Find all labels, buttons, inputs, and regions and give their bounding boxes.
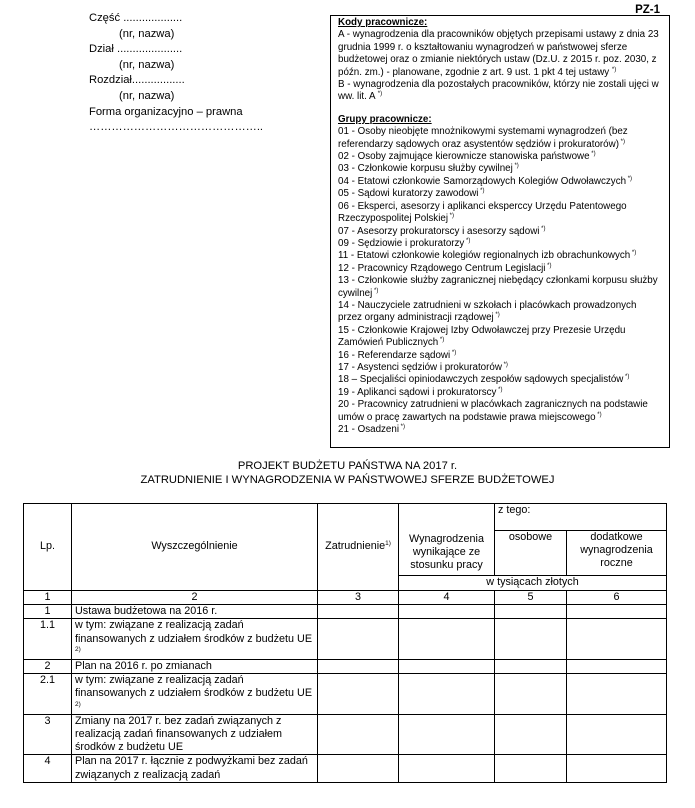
title-line-1: PROJEKT BUDŻETU PAŃSTWA NA 2017 r. bbox=[237, 460, 458, 472]
value-cell[interactable] bbox=[318, 674, 399, 715]
column-numbers-row bbox=[24, 591, 667, 605]
org-form-label: Forma organizacyjno – prawna bbox=[89, 105, 243, 118]
table-row bbox=[24, 755, 667, 782]
section-hint: (nr, nazwa) bbox=[119, 58, 175, 71]
group-item: 12 - Pracownicy Rządowego Centrum Legislacji *) bbox=[338, 262, 552, 274]
table-row bbox=[24, 674, 667, 715]
group-item: 13 - Członkowie służby zagranicznej niebędący członkami korpusu służby cywilnej *) bbox=[338, 275, 658, 299]
groups-list bbox=[338, 126, 662, 436]
group-item: 14 - Nauczyciele zatrudnieni w szkołach i placówkach prowadzonych przez organy administracji rządowej *) bbox=[338, 299, 637, 324]
row-lp: 1.1 bbox=[24, 619, 72, 660]
budget-table bbox=[23, 503, 667, 783]
value-cell[interactable] bbox=[495, 660, 567, 674]
row-description: w tym: związane z realizacją zadań finansowanych z udziałem środków z budżetu UE $^{2)}$ bbox=[72, 619, 318, 660]
value-cell[interactable] bbox=[399, 605, 495, 619]
group-item: 05 - Sądowi kuratorzy zawodowi *) bbox=[338, 188, 485, 200]
table-row bbox=[24, 605, 667, 619]
value-cell[interactable] bbox=[495, 714, 567, 755]
form-identification bbox=[89, 11, 263, 136]
header-unit: w tysiącach złotych bbox=[399, 576, 667, 591]
row-description: Ustawa budżetowa na 2016 r. bbox=[72, 605, 318, 619]
column-number: 2 bbox=[72, 591, 318, 605]
row-lp: 2 bbox=[24, 660, 72, 674]
group-item: 09 - Sędziowie i prokuratorzy *) bbox=[338, 237, 471, 249]
group-item: 17 - Asystenci sędziów i prokuratorów *) bbox=[338, 361, 508, 373]
form-code: PZ-1 bbox=[635, 4, 660, 16]
row-description: Plan na 2016 r. po zmianach bbox=[72, 660, 318, 674]
value-cell[interactable] bbox=[318, 619, 399, 660]
header-employment: Zatrudnienie$^{1)}$ bbox=[318, 504, 399, 591]
chapter-field: Rozdział................. bbox=[89, 74, 185, 87]
column-number: 3 bbox=[318, 591, 399, 605]
value-cell[interactable] bbox=[567, 714, 667, 755]
value-cell[interactable] bbox=[567, 605, 667, 619]
value-cell[interactable] bbox=[567, 755, 667, 782]
value-cell[interactable] bbox=[495, 674, 567, 715]
group-item: 04 - Etatowi członkowie Samorządowych Kolegiów Odwoławczych *) bbox=[338, 175, 633, 187]
group-item: 03 - Członkowie korpusu służby cywilnej *) bbox=[338, 163, 519, 175]
row-lp: 3 bbox=[24, 714, 72, 755]
header-personal: osobowe bbox=[495, 531, 567, 576]
group-item: 20 - Pracownicy zatrudnieni w placówkach zagranicznych na podstawie umów o pracę zawartych na podstawie prawa miejscowego *) bbox=[338, 399, 648, 423]
column-number: 4 bbox=[399, 591, 495, 605]
group-item: 01 - Osoby nieobjęte mnożnikowymi systemami wynagrodzeń (bez referendarzy sądowych oraz asystentów sędziów i prokuratorów) *) bbox=[338, 126, 628, 150]
group-item: 07 - Asesorzy prokuratorscy i asesorzy sądowi *) bbox=[338, 225, 546, 237]
value-cell[interactable] bbox=[399, 619, 495, 660]
column-number: 6 bbox=[567, 591, 667, 605]
table-row bbox=[24, 660, 667, 674]
code-b: B - wynagrodzenia dla pozostałych pracowników, którzy nie zostali ujęci w ww. lit. A *) bbox=[338, 79, 659, 103]
employee-codes-title: Kody pracownicze: bbox=[338, 17, 428, 28]
part-field: Część ................... bbox=[89, 12, 183, 24]
header-lp: Lp. bbox=[24, 504, 72, 591]
column-number: 1 bbox=[24, 591, 72, 605]
code-a: A - wynagrodzenia dla pracowników objętych przepisami ustawy z dnia 23 grudnia 1999 r. o kształtowaniu wynagrodzeń w państwowej sferze budżetowej oraz o zmianie niektórych ustaw (Dz.U. z 2015 r. poz. 2030, z późn. zm.) - planowane, zgodnie z art. 9 ust. 1 pkt 4 tej ustawy *) bbox=[338, 29, 659, 78]
codes-box bbox=[330, 15, 670, 448]
value-cell[interactable] bbox=[495, 605, 567, 619]
table-row bbox=[24, 714, 667, 755]
section-field: Dział ..................... bbox=[89, 43, 183, 56]
value-cell[interactable] bbox=[567, 674, 667, 715]
value-cell[interactable] bbox=[399, 674, 495, 715]
groups-title: Grupy pracownicze: bbox=[338, 113, 432, 125]
value-cell[interactable] bbox=[318, 605, 399, 619]
chapter-hint: (nr, nazwa) bbox=[119, 89, 175, 102]
header-of-which: z tego: bbox=[495, 504, 667, 531]
value-cell[interactable] bbox=[399, 660, 495, 674]
group-item: 15 - Członkowie Krajowej Izby Odwoławczej przy Prezesie Urzędu Zamówień Publicznych *) bbox=[338, 324, 626, 349]
group-item: 02 - Osoby zajmujące kierownicze stanowiska państwowe *) bbox=[338, 151, 596, 163]
group-item: 06 - Eksperci, asesorzy i aplikanci eksperccy Urzędu Patentowego Rzeczypospolitej Polskiej *) bbox=[338, 200, 627, 225]
group-item: 18 – Specjaliści opiniodawczych zespołów sądowych specjalistów *) bbox=[338, 374, 630, 386]
header-salaries: Wynagrodzenia wynikające ze stosunku pracy bbox=[399, 531, 495, 576]
group-item: 16 - Referendarze sądowi *) bbox=[338, 349, 457, 361]
group-item: 19 - Aplikanci sądowi i prokuratorscy *) bbox=[338, 386, 503, 398]
group-item: 11 - Etatowi członkowie kolegiów regionalnych izb obrachunkowych *) bbox=[338, 250, 637, 262]
row-lp: 4 bbox=[24, 755, 72, 782]
value-cell[interactable] bbox=[318, 660, 399, 674]
value-cell[interactable] bbox=[399, 755, 495, 782]
value-cell[interactable] bbox=[567, 660, 667, 674]
value-cell[interactable] bbox=[495, 755, 567, 782]
row-description: Plan na 2017 r. łącznie z podwyżkami bez zadań związanych z realizacją zadań bbox=[72, 755, 318, 782]
header-description: Wyszczególnienie bbox=[72, 504, 318, 591]
header-additional: dodatkowe wynagrodzenia roczne bbox=[567, 531, 667, 576]
value-cell[interactable] bbox=[399, 714, 495, 755]
value-cell[interactable] bbox=[567, 619, 667, 660]
document-title bbox=[0, 459, 695, 487]
table-row bbox=[24, 619, 667, 660]
column-number: 5 bbox=[495, 591, 567, 605]
value-cell[interactable] bbox=[318, 714, 399, 755]
row-description: Zmiany na 2017 r. bez zadań związanych z realizacją zadań finansowanych z udziałem środków z budżetu UE bbox=[72, 714, 318, 755]
title-line-2: ZATRUDNIENIE I WYNAGRODZENIA W PAŃSTWOWEJ SFERZE BUDŻETOWEJ bbox=[140, 474, 555, 486]
value-cell[interactable] bbox=[318, 755, 399, 782]
row-description: w tym: związane z realizacją zadań finansowanych z udziałem środków z budżetu UE $^{2)}$ bbox=[72, 674, 318, 715]
row-lp: 2.1 bbox=[24, 674, 72, 715]
org-form-line: ……………………………………….. bbox=[89, 121, 264, 134]
part-hint: (nr, nazwa) bbox=[119, 27, 175, 40]
value-cell[interactable] bbox=[495, 619, 567, 660]
row-lp: 1 bbox=[24, 605, 72, 619]
group-item: 21 - Osadzeni *) bbox=[338, 424, 405, 435]
